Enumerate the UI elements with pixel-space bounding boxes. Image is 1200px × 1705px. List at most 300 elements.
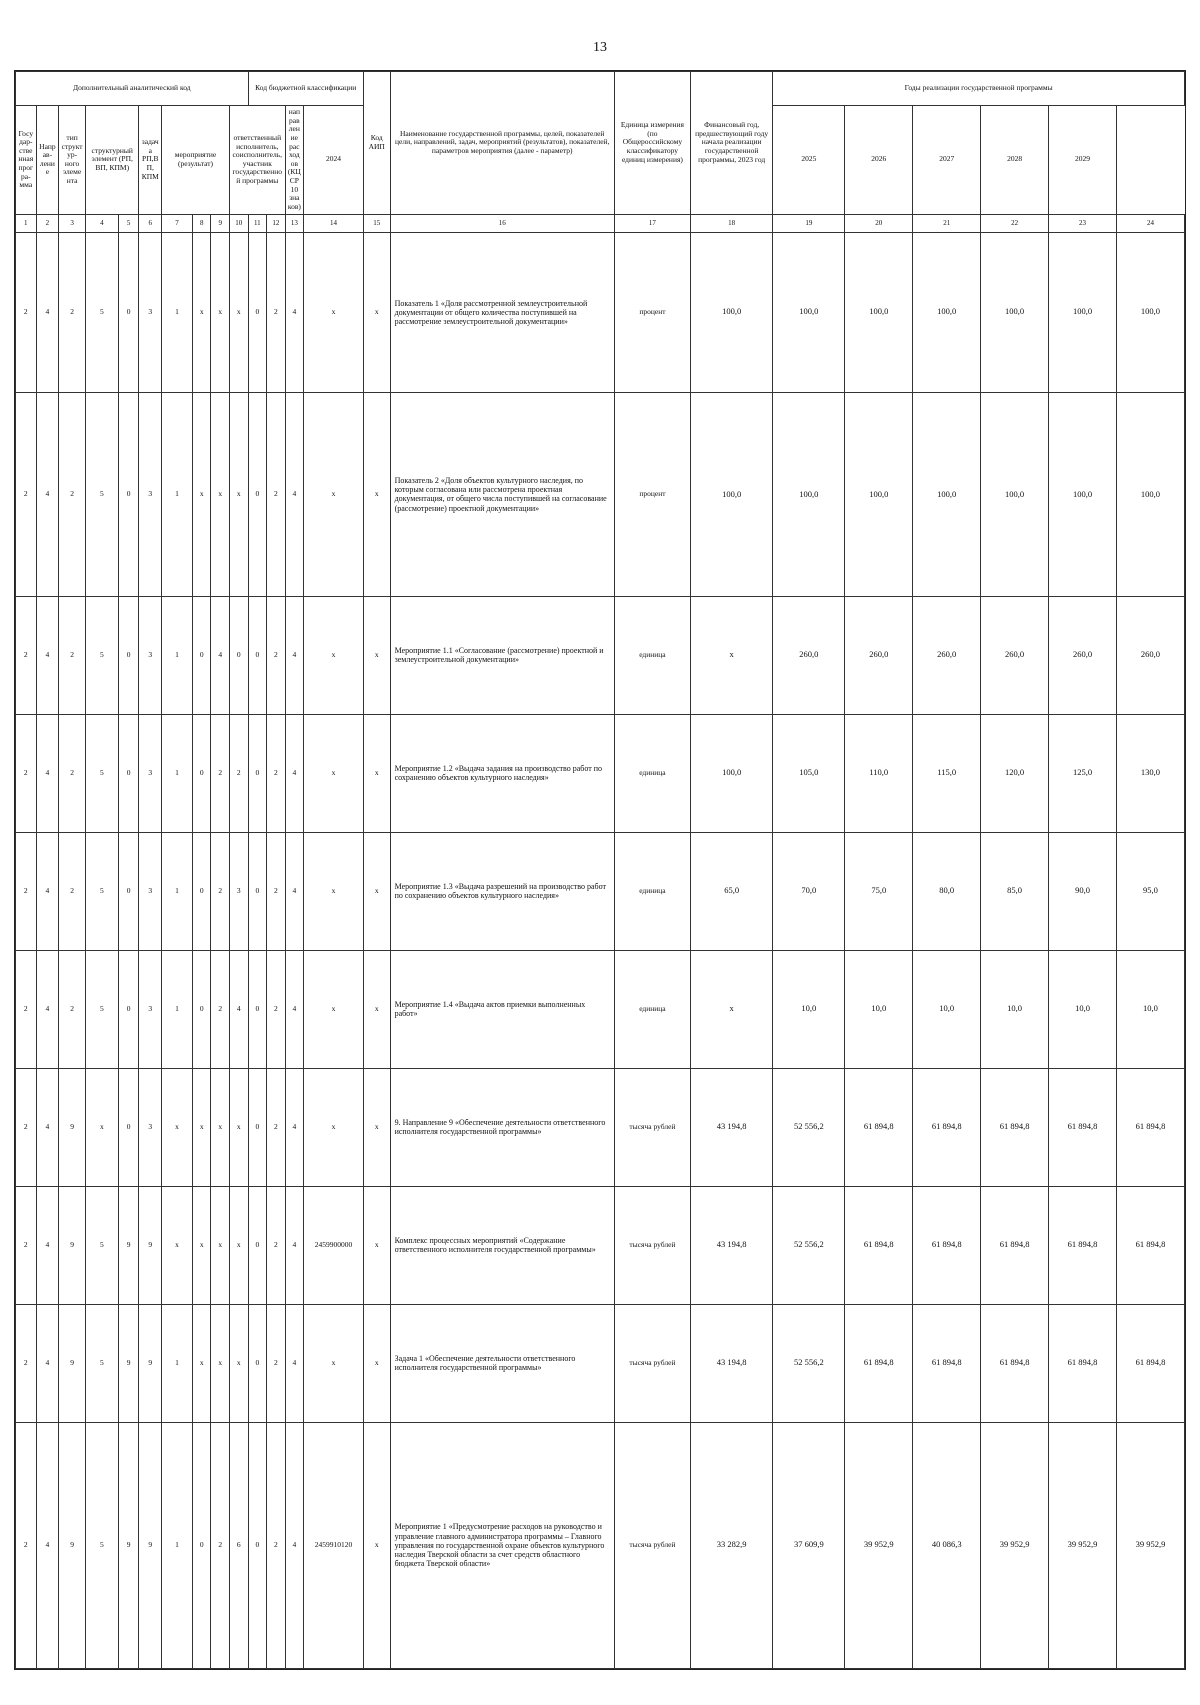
year-value-cell: 100,0 <box>1116 232 1184 393</box>
year-value-cell: 100,0 <box>1049 232 1117 393</box>
header-direction: Направ-ление <box>36 106 59 215</box>
code-cell: 5 <box>85 596 118 714</box>
header-years-group: Годы реализации государственной программы <box>773 72 1185 106</box>
code-cell: 2 <box>267 232 286 393</box>
name-cell: Мероприятие 1.2 «Выдача задания на производство работ по сохранению объектов культурного наследия» <box>390 714 614 832</box>
table-row <box>16 232 1185 393</box>
program-table <box>15 71 1185 1669</box>
code-cell: 4 <box>36 1422 59 1668</box>
code-cell: 2 <box>267 714 286 832</box>
name-cell: Мероприятие 1.1 «Согласование (рассмотрение) проектной и землеустроительной документации» <box>390 596 614 714</box>
column-number: 16 <box>390 214 614 232</box>
code-cell: 5 <box>85 393 118 596</box>
year-value-cell: 10,0 <box>981 950 1049 1068</box>
table-row <box>16 950 1185 1068</box>
code-cell: 6 <box>229 1422 248 1668</box>
year-value-cell: 39 952,9 <box>1049 1422 1117 1668</box>
page-number: 13 <box>593 40 607 55</box>
column-number: 17 <box>614 214 690 232</box>
code-cell: 2 <box>211 950 230 1068</box>
header-year: 2024 <box>304 106 364 215</box>
code-cell: 1 <box>162 950 193 1068</box>
code-cell: 5 <box>85 714 118 832</box>
header-structure-type: тип структур-ного элемента <box>59 106 86 215</box>
code-cell: 3 <box>139 596 162 714</box>
name-cell: Мероприятие 1.4 «Выдача актов приемки выполненных работ» <box>390 950 614 1068</box>
code-cell: 2 <box>16 1186 37 1304</box>
code-cell: 0 <box>118 1068 139 1186</box>
column-number: 3 <box>59 214 86 232</box>
unit-cell: тысяча рублей <box>614 1422 690 1668</box>
year-value-cell: 61 894,8 <box>913 1186 981 1304</box>
code-cell: 0 <box>118 832 139 950</box>
year-value-cell: 61 894,8 <box>1116 1186 1184 1304</box>
code-cell: 1 <box>162 1304 193 1422</box>
code-cell: 2 <box>16 232 37 393</box>
code-cell: 4 <box>36 950 59 1068</box>
year-value-cell: 75,0 <box>845 832 913 950</box>
aip-cell: х <box>363 1422 390 1668</box>
aip-cell: х <box>363 232 390 393</box>
year-value-cell: 61 894,8 <box>1049 1304 1117 1422</box>
code-cell: 9 <box>59 1304 86 1422</box>
code-cell: 4 <box>285 1304 304 1422</box>
unit-cell: единица <box>614 714 690 832</box>
code-cell: 3 <box>139 714 162 832</box>
year-value-cell: 110,0 <box>845 714 913 832</box>
year-value-cell: 260,0 <box>773 596 845 714</box>
code-cell: 0 <box>118 393 139 596</box>
year-value-cell: 37 609,9 <box>773 1422 845 1668</box>
code-cell: х <box>211 1304 230 1422</box>
year-value-cell: 10,0 <box>773 950 845 1068</box>
aip-cell: х <box>363 1186 390 1304</box>
year-value-cell: 10,0 <box>913 950 981 1068</box>
code-cell: 0 <box>118 232 139 393</box>
code-cell: 2 <box>16 832 37 950</box>
kcsr-cell: х <box>304 714 364 832</box>
code-cell: 2 <box>267 1422 286 1668</box>
code-cell: 4 <box>285 393 304 596</box>
kcsr-cell: 2459910120 <box>304 1422 364 1668</box>
code-cell: 1 <box>162 393 193 596</box>
header-task: задача РП,ВП, КПМ <box>139 106 162 215</box>
code-cell: 2 <box>267 596 286 714</box>
code-cell: 4 <box>36 1186 59 1304</box>
column-number: 21 <box>913 214 981 232</box>
kcsr-cell: х <box>304 232 364 393</box>
year-value-cell: 90,0 <box>1049 832 1117 950</box>
code-cell: 5 <box>85 1304 118 1422</box>
header-expense-direction: направление расходов (КЦСР 10 знаков) <box>285 106 304 215</box>
code-cell: 5 <box>85 832 118 950</box>
code-cell: 0 <box>248 1304 267 1422</box>
column-number: 14 <box>304 214 364 232</box>
table-row <box>16 714 1185 832</box>
fin-year-cell: 33 282,9 <box>691 1422 773 1668</box>
code-cell: 2 <box>59 714 86 832</box>
code-cell: 3 <box>229 832 248 950</box>
table-row <box>16 1304 1185 1422</box>
year-value-cell: 105,0 <box>773 714 845 832</box>
table-row <box>16 1068 1185 1186</box>
code-cell: 4 <box>285 1186 304 1304</box>
code-cell: 0 <box>248 596 267 714</box>
column-number: 12 <box>267 214 286 232</box>
name-cell: Мероприятие 1.3 «Выдача разрешений на производство работ по сохранению объектов культурного наследия» <box>390 832 614 950</box>
column-number: 5 <box>118 214 139 232</box>
unit-cell: процент <box>614 232 690 393</box>
code-cell: 1 <box>162 1422 193 1668</box>
code-cell: 2 <box>267 1186 286 1304</box>
column-number: 1 <box>16 214 37 232</box>
year-value-cell: 52 556,2 <box>773 1304 845 1422</box>
code-cell: 2 <box>16 1304 37 1422</box>
code-cell: 1 <box>162 832 193 950</box>
table-row <box>16 596 1185 714</box>
fin-year-cell: 43 194,8 <box>691 1068 773 1186</box>
code-cell: 9 <box>139 1186 162 1304</box>
year-value-cell: 100,0 <box>913 393 981 596</box>
year-value-cell: 52 556,2 <box>773 1068 845 1186</box>
column-number: 8 <box>192 214 211 232</box>
table-row <box>16 832 1185 950</box>
code-cell: 0 <box>192 832 211 950</box>
header-year: 2028 <box>981 106 1049 215</box>
code-cell: х <box>192 1186 211 1304</box>
code-cell: 9 <box>118 1422 139 1668</box>
column-number: 22 <box>981 214 1049 232</box>
code-cell: х <box>192 1068 211 1186</box>
column-number: 4 <box>85 214 118 232</box>
code-cell: 9 <box>59 1186 86 1304</box>
code-cell: 1 <box>162 714 193 832</box>
code-cell: х <box>162 1186 193 1304</box>
code-cell: х <box>162 1068 193 1186</box>
aip-cell: х <box>363 1304 390 1422</box>
aip-cell: х <box>363 1068 390 1186</box>
column-number: 19 <box>773 214 845 232</box>
year-value-cell: 70,0 <box>773 832 845 950</box>
unit-cell: тысяча рублей <box>614 1304 690 1422</box>
code-cell: 3 <box>139 232 162 393</box>
table-body <box>16 232 1185 1669</box>
unit-cell: единица <box>614 596 690 714</box>
code-cell: х <box>229 1186 248 1304</box>
year-value-cell: 10,0 <box>1049 950 1117 1068</box>
year-value-cell: 61 894,8 <box>845 1304 913 1422</box>
code-cell: 0 <box>229 596 248 714</box>
column-number: 7 <box>162 214 193 232</box>
code-cell: 2 <box>267 1068 286 1186</box>
year-value-cell: 100,0 <box>845 232 913 393</box>
header-structure-element: структурный элемент (РП, ВП, КПМ) <box>85 106 139 215</box>
code-cell: 4 <box>36 1304 59 1422</box>
code-cell: 2 <box>211 1422 230 1668</box>
code-cell: х <box>229 1068 248 1186</box>
code-cell: 0 <box>248 232 267 393</box>
unit-cell: единица <box>614 950 690 1068</box>
code-cell: 4 <box>36 232 59 393</box>
year-value-cell: 100,0 <box>845 393 913 596</box>
year-value-cell: 85,0 <box>981 832 1049 950</box>
code-cell: х <box>211 232 230 393</box>
kcsr-cell: х <box>304 1304 364 1422</box>
name-cell: Показатель 1 «Доля рассмотренной землеустроительной документации от общего количества поступившей на рассмотрение землеустроительной документации» <box>390 232 614 393</box>
code-cell: 0 <box>248 1186 267 1304</box>
year-value-cell: 100,0 <box>773 232 845 393</box>
code-cell: 0 <box>192 950 211 1068</box>
year-value-cell: 260,0 <box>981 596 1049 714</box>
year-value-cell: 52 556,2 <box>773 1186 845 1304</box>
year-value-cell: 61 894,8 <box>913 1068 981 1186</box>
header-aip-code: Код АИП <box>363 72 390 215</box>
code-cell: 9 <box>118 1186 139 1304</box>
code-cell: 2 <box>267 393 286 596</box>
code-cell: 2 <box>16 1422 37 1668</box>
year-value-cell: 39 952,9 <box>1116 1422 1184 1668</box>
year-value-cell: 100,0 <box>773 393 845 596</box>
year-value-cell: 39 952,9 <box>981 1422 1049 1668</box>
code-cell: 1 <box>162 596 193 714</box>
column-number-row <box>16 214 1185 232</box>
kcsr-cell: х <box>304 596 364 714</box>
code-cell: 0 <box>248 393 267 596</box>
table-row <box>16 1186 1185 1304</box>
code-cell: 5 <box>85 950 118 1068</box>
code-cell: х <box>229 393 248 596</box>
code-cell: 4 <box>229 950 248 1068</box>
fin-year-cell: 100,0 <box>691 232 773 393</box>
name-cell: Комплекс процессных мероприятий «Содержание ответственного исполнителя государственной программы» <box>390 1186 614 1304</box>
year-value-cell: 40 086,3 <box>913 1422 981 1668</box>
code-cell: 2 <box>229 714 248 832</box>
column-number: 18 <box>691 214 773 232</box>
code-cell: 2 <box>59 950 86 1068</box>
year-value-cell: 100,0 <box>1116 393 1184 596</box>
code-cell: 4 <box>285 832 304 950</box>
year-value-cell: 61 894,8 <box>1116 1068 1184 1186</box>
column-number: 11 <box>248 214 267 232</box>
code-cell: х <box>85 1068 118 1186</box>
code-cell: 9 <box>118 1304 139 1422</box>
code-cell: х <box>192 393 211 596</box>
year-value-cell: 80,0 <box>913 832 981 950</box>
aip-cell: х <box>363 596 390 714</box>
header-executor: ответственный исполнитель, соисполнитель, участник государственной программы <box>229 106 285 215</box>
year-value-cell: 61 894,8 <box>845 1068 913 1186</box>
year-value-cell: 100,0 <box>981 232 1049 393</box>
code-cell: 2 <box>59 232 86 393</box>
code-cell: 5 <box>85 232 118 393</box>
column-number: 15 <box>363 214 390 232</box>
code-cell: 0 <box>118 950 139 1068</box>
unit-cell: тысяча рублей <box>614 1186 690 1304</box>
year-value-cell: 61 894,8 <box>1116 1304 1184 1422</box>
header-name: Наименование государственной программы, целей, показателей цели, направлений, задач, мероприятий (результатов), показателей, параметров мероприятия (далее - параметр) <box>390 72 614 215</box>
code-cell: х <box>211 1186 230 1304</box>
code-cell: 3 <box>139 950 162 1068</box>
year-value-cell: 120,0 <box>981 714 1049 832</box>
code-cell: 2 <box>59 596 86 714</box>
name-cell: Показатель 2 «Доля объектов культурного наследия, по которым согласована или рассмотрена проектная документация, от общего числа поступившей на согласование (рассмотрение) проектной документации» <box>390 393 614 596</box>
column-number: 10 <box>229 214 248 232</box>
code-cell: 9 <box>139 1304 162 1422</box>
code-cell: 2 <box>59 832 86 950</box>
table-row <box>16 393 1185 596</box>
header-budget-group: Код бюджетной классификации <box>248 72 363 106</box>
header-year: 2026 <box>845 106 913 215</box>
aip-cell: х <box>363 714 390 832</box>
code-cell: 4 <box>285 1422 304 1668</box>
year-value-cell: 61 894,8 <box>913 1304 981 1422</box>
code-cell: х <box>229 232 248 393</box>
code-cell: 2 <box>16 393 37 596</box>
year-value-cell: 125,0 <box>1049 714 1117 832</box>
code-cell: 9 <box>59 1422 86 1668</box>
year-value-cell: 61 894,8 <box>981 1304 1049 1422</box>
unit-cell: единица <box>614 832 690 950</box>
column-number: 9 <box>211 214 230 232</box>
code-cell: 2 <box>267 832 286 950</box>
code-cell: х <box>192 232 211 393</box>
code-cell: х <box>211 1068 230 1186</box>
code-cell: 0 <box>248 832 267 950</box>
code-cell: 0 <box>192 714 211 832</box>
code-cell: 4 <box>36 714 59 832</box>
code-cell: 3 <box>139 1068 162 1186</box>
year-value-cell: 260,0 <box>1049 596 1117 714</box>
header-event: мероприятие (результат) <box>162 106 230 215</box>
year-value-cell: 39 952,9 <box>845 1422 913 1668</box>
name-cell: Мероприятие 1 «Предусмотрение расходов на руководство и управление главного администратора программы – Главного управления по государственной охране объектов культурного наследия Тверской области за счет средств областного бюджета Тверской области» <box>390 1422 614 1668</box>
table-row <box>16 1422 1185 1668</box>
column-number: 23 <box>1049 214 1117 232</box>
code-cell: 0 <box>248 1068 267 1186</box>
year-value-cell: 100,0 <box>1049 393 1117 596</box>
code-cell: 5 <box>85 1186 118 1304</box>
code-cell: 2 <box>267 950 286 1068</box>
unit-cell: процент <box>614 393 690 596</box>
year-value-cell: 130,0 <box>1116 714 1184 832</box>
code-cell: 2 <box>16 1068 37 1186</box>
year-value-cell: 61 894,8 <box>1049 1068 1117 1186</box>
program-table-container <box>14 70 1186 1670</box>
code-cell: 2 <box>16 596 37 714</box>
code-cell: 2 <box>16 950 37 1068</box>
fin-year-cell: 100,0 <box>691 714 773 832</box>
code-cell: 4 <box>36 393 59 596</box>
code-cell: 0 <box>118 596 139 714</box>
year-value-cell: 61 894,8 <box>981 1068 1049 1186</box>
name-cell: 9. Направление 9 «Обеспечение деятельности ответственного исполнителя государственной программы» <box>390 1068 614 1186</box>
code-cell: 9 <box>59 1068 86 1186</box>
kcsr-cell: х <box>304 1068 364 1186</box>
fin-year-cell: 43 194,8 <box>691 1304 773 1422</box>
aip-cell: х <box>363 950 390 1068</box>
code-cell: 0 <box>248 714 267 832</box>
year-value-cell: 260,0 <box>913 596 981 714</box>
code-cell: 3 <box>139 393 162 596</box>
code-cell: 2 <box>16 714 37 832</box>
code-cell: 4 <box>285 596 304 714</box>
header-state-program: Государ-ственная програ-мма <box>16 106 37 215</box>
code-cell: х <box>229 1304 248 1422</box>
year-value-cell: 100,0 <box>913 232 981 393</box>
code-cell: 1 <box>162 232 193 393</box>
code-cell: 2 <box>211 714 230 832</box>
kcsr-cell: х <box>304 832 364 950</box>
header-analytic-group: Дополнительный аналитический код <box>16 72 249 106</box>
year-value-cell: 61 894,8 <box>981 1186 1049 1304</box>
code-cell: 9 <box>139 1422 162 1668</box>
code-cell: х <box>192 1304 211 1422</box>
code-cell: 2 <box>211 832 230 950</box>
code-cell: 4 <box>36 832 59 950</box>
year-value-cell: 61 894,8 <box>845 1186 913 1304</box>
code-cell: 5 <box>85 1422 118 1668</box>
code-cell: 4 <box>211 596 230 714</box>
code-cell: 0 <box>192 1422 211 1668</box>
header-year: 2027 <box>913 106 981 215</box>
code-cell: 4 <box>285 714 304 832</box>
column-number: 6 <box>139 214 162 232</box>
header-year: 2029 <box>1049 106 1117 215</box>
year-value-cell: 260,0 <box>1116 596 1184 714</box>
kcsr-cell: х <box>304 393 364 596</box>
aip-cell: х <box>363 393 390 596</box>
year-value-cell: 61 894,8 <box>1049 1186 1117 1304</box>
year-value-cell: 95,0 <box>1116 832 1184 950</box>
header-fin-year: Финансовый год, предшествующий году начала реализации государственной программы, 2023 год <box>691 72 773 215</box>
fin-year-cell: 43 194,8 <box>691 1186 773 1304</box>
fin-year-cell: 100,0 <box>691 393 773 596</box>
code-cell: 2 <box>59 393 86 596</box>
name-cell: Задача 1 «Обеспечение деятельности ответственного исполнителя государственной программы» <box>390 1304 614 1422</box>
year-value-cell: 10,0 <box>1116 950 1184 1068</box>
aip-cell: х <box>363 832 390 950</box>
fin-year-cell: 65,0 <box>691 832 773 950</box>
code-cell: 0 <box>118 714 139 832</box>
code-cell: 4 <box>285 232 304 393</box>
fin-year-cell: х <box>691 596 773 714</box>
column-number: 13 <box>285 214 304 232</box>
kcsr-cell: х <box>304 950 364 1068</box>
code-cell: 4 <box>36 596 59 714</box>
column-number: 2 <box>36 214 59 232</box>
code-cell: х <box>211 393 230 596</box>
header-year: 2025 <box>773 106 845 215</box>
unit-cell: тысяча рублей <box>614 1068 690 1186</box>
year-value-cell: 100,0 <box>981 393 1049 596</box>
code-cell: 4 <box>285 950 304 1068</box>
code-cell: 0 <box>248 950 267 1068</box>
code-cell: 2 <box>267 1304 286 1422</box>
year-value-cell: 260,0 <box>845 596 913 714</box>
kcsr-cell: 2459900000 <box>304 1186 364 1304</box>
code-cell: 4 <box>285 1068 304 1186</box>
year-value-cell: 115,0 <box>913 714 981 832</box>
year-value-cell: 10,0 <box>845 950 913 1068</box>
code-cell: 4 <box>36 1068 59 1186</box>
code-cell: 0 <box>192 596 211 714</box>
column-number: 24 <box>1116 214 1184 232</box>
header-unit: Единица измерения (по Общероссийскому классификатору единиц измерения) <box>614 72 690 215</box>
fin-year-cell: х <box>691 950 773 1068</box>
column-number: 20 <box>845 214 913 232</box>
code-cell: 0 <box>248 1422 267 1668</box>
code-cell: 3 <box>139 832 162 950</box>
